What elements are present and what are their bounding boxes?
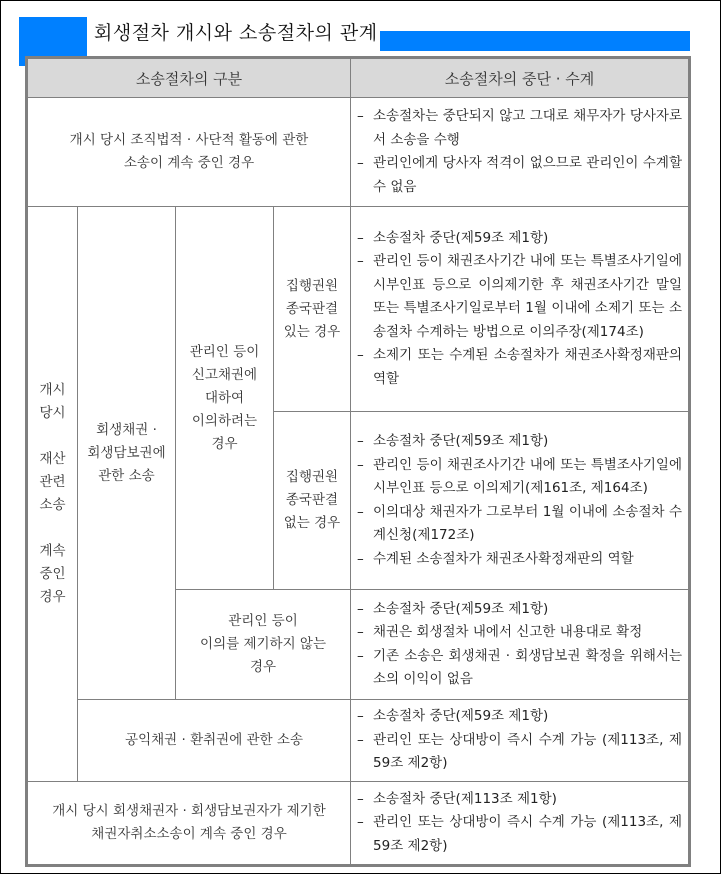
item-list xyxy=(351,700,690,782)
dash-bullet: – xyxy=(357,708,364,725)
row-label: 집행권원 종국판결 있는 경우 xyxy=(274,207,351,412)
list-item-text: 소제기 또는 수계된 소송절차가 채권조사확정재판의 역할 xyxy=(373,347,682,387)
dash-bullet: – xyxy=(357,624,364,640)
dash-bullet: – xyxy=(357,814,364,831)
table-row xyxy=(27,207,690,412)
list-item-text: 소송절차는 중단되지 않고 그대로 채무자가 당사자로서 소송을 수행 xyxy=(373,108,682,148)
row-label: 개시 당시 조직법적 · 사단적 활동에 관한 소송이 계속 중인 경우 xyxy=(27,98,351,207)
item-list xyxy=(351,782,690,866)
list-item-text: 이의대상 채권자가 그로부터 1월 이내에 소송절차 수계신청(제172조) xyxy=(373,503,682,543)
list-item xyxy=(357,430,682,454)
list-item xyxy=(357,788,682,812)
litigation-relation-table xyxy=(25,56,691,867)
list-item-text: 관리인 또는 상대방이 즉시 수계 가능 (제113조, 제59조 제2항) xyxy=(373,731,682,772)
list-item-text: 수계된 소송절차가 채권조사확정재판의 역할 xyxy=(373,550,634,567)
row-label: 공익채권 · 환취권에 관한 소송 xyxy=(78,700,351,782)
dash-bullet: – xyxy=(357,456,364,473)
list-item xyxy=(357,548,682,572)
list-item xyxy=(357,152,682,199)
row-label: 관리인 등이 이의를 제기하지 않는 경우 xyxy=(176,590,351,700)
header-classification: 소송절차의 구분 xyxy=(27,58,351,98)
dash-bullet: – xyxy=(357,155,364,171)
item-list xyxy=(351,98,690,207)
list-item xyxy=(357,645,682,692)
dash-bullet: – xyxy=(357,647,364,664)
list-item-text: 소송절차 중단(제59조 제1항) xyxy=(373,433,549,449)
dash-bullet: – xyxy=(357,253,364,270)
list-item-text: 소송절차 중단(제59조 제1항) xyxy=(373,229,549,246)
list-item xyxy=(357,621,682,645)
list-item xyxy=(357,250,682,344)
title-accent-bar xyxy=(380,31,690,51)
item-list xyxy=(351,207,690,412)
list-item-text: 관리인 또는 상대방이 즉시 수계 가능 (제113조, 제59조 제2항) xyxy=(373,814,682,854)
item-list xyxy=(351,590,690,700)
list-item xyxy=(357,454,682,501)
dash-bullet: – xyxy=(357,108,364,124)
list-item-text: 소송절차 중단(제59조 제1항) xyxy=(373,708,549,725)
objection-label: 관리인 등이 신고채권에 대하여 이의하려는 경우 xyxy=(176,207,274,590)
list-item xyxy=(357,598,682,622)
list-item-text: 소송절차 중단(제113조 제1항) xyxy=(373,790,557,807)
list-item-text: 관리인 등이 채권조사기간 내에 또는 특별조사기일에 시부인표 등으로 이의제기한 후 채권조사기간 말일 또는 특별조사기일로부터 1월 이내에 소제기 또는 소송절차 수계하는 방법으로 이의주장(제174조) xyxy=(373,253,682,340)
table-row xyxy=(27,700,690,782)
list-item xyxy=(357,227,682,251)
dash-bullet: – xyxy=(357,229,364,246)
row-label: 집행권원 종국판결 없는 경우 xyxy=(274,412,351,590)
page-title: 회생절차 개시와 소송절차의 관계 xyxy=(94,22,378,44)
group-label: 개시 당시 재산 관련 소송 계속 중인 경우 xyxy=(27,207,78,782)
list-item-text: 소송절차 중단(제59조 제1항) xyxy=(373,600,549,617)
list-item xyxy=(357,811,682,858)
dash-bullet: – xyxy=(357,600,364,617)
dash-bullet: – xyxy=(357,503,364,520)
dash-bullet: – xyxy=(357,790,364,807)
dash-bullet: – xyxy=(357,433,364,449)
dash-bullet: – xyxy=(357,550,364,567)
row-label: 개시 당시 회생채권자 · 회생담보권자가 제기한 채권자취소소송이 계속 중인 경우 xyxy=(27,782,351,866)
list-item-text: 기존 소송은 회생채권 · 회생담보권 확정을 위해서는 소의 이익이 없음 xyxy=(373,647,682,687)
list-item xyxy=(357,105,682,152)
list-item xyxy=(357,344,682,391)
header-interruption: 소송절차의 중단 · 수계 xyxy=(351,58,690,98)
list-item xyxy=(357,705,682,729)
dash-bullet: – xyxy=(357,347,364,364)
list-item xyxy=(357,729,682,776)
sub-group-label: 회생채권 · 회생담보권에 관한 소송 xyxy=(78,207,176,700)
list-item-text: 관리인 등이 채권조사기간 내에 또는 특별조사기일에 시부인표 등으로 이의제기(제161조, 제164조) xyxy=(373,456,682,496)
list-item-text: 관리인에게 당사자 적격이 없으므로 관리인이 수계할 수 없음 xyxy=(373,155,682,195)
dash-bullet: – xyxy=(357,731,364,748)
list-item xyxy=(357,501,682,548)
item-list xyxy=(351,412,690,590)
table-row xyxy=(27,782,690,866)
list-item-text: 채권은 회생절차 내에서 신고한 내용대로 확정 xyxy=(373,624,643,640)
header-row xyxy=(27,58,690,98)
table-row xyxy=(27,98,690,207)
